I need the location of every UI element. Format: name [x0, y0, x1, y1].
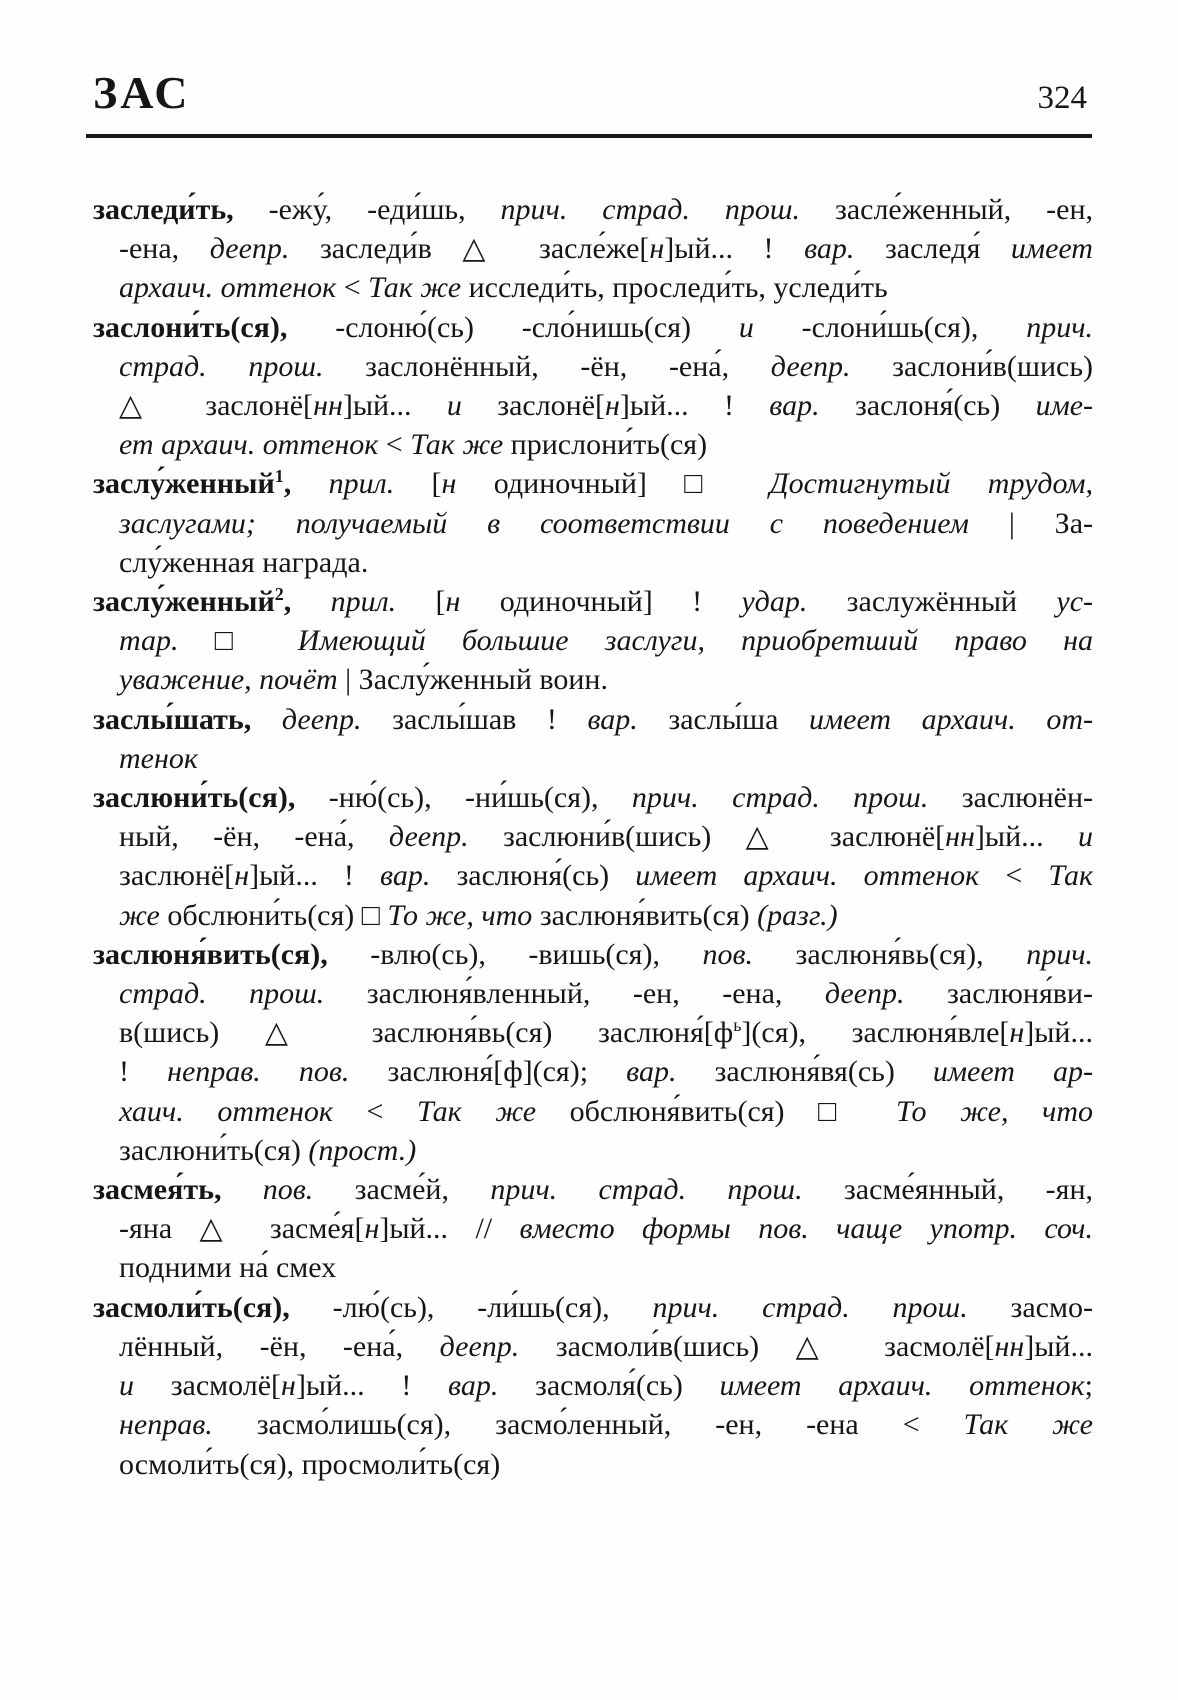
text-run: засле́женный, -ен,	[834, 193, 1093, 226]
grammar-label: н	[649, 232, 665, 266]
grammar-label: заслугами; получаемый в соответствии с поведением	[119, 506, 1009, 540]
grammar-label: прич.	[1026, 937, 1093, 971]
grammar-label: То же, что	[387, 898, 540, 932]
text-run: заслюня́вленный, -ен, -ена,	[366, 977, 825, 1011]
grammar-label: деепр.	[281, 702, 393, 736]
entry-line	[93, 1405, 1093, 1444]
headword-text: заслони́ть(ся),	[93, 310, 336, 344]
grammar-label: деепр.	[388, 820, 503, 854]
text-run: ]ый...	[1024, 1329, 1093, 1363]
text-run: заслюни́ть(ся)	[119, 1133, 309, 1167]
grammar-label: нн	[313, 389, 343, 423]
text-run: прислони́ть(ся)	[510, 428, 708, 462]
grammar-label: имеет архаич. оттенок	[719, 1369, 1085, 1403]
text-run: ]ый...	[1024, 1016, 1093, 1050]
text-run: засмоля́(сь)	[535, 1369, 720, 1403]
entry-line	[93, 268, 1093, 307]
entry-line	[93, 1445, 1093, 1484]
grammar-label: (прост.)	[308, 1133, 417, 1167]
text-run: заслюня́вить(ся)	[539, 898, 758, 932]
grammar-label: Так же	[410, 428, 511, 462]
text-run: ]ый... //	[379, 1212, 520, 1246]
text-run: -слони́шь(ся),	[801, 310, 1027, 344]
text-run: !	[119, 1055, 168, 1089]
grammar-label: Так же	[368, 271, 469, 305]
grammar-label: и	[119, 1369, 171, 1403]
grammar-label: вар.	[587, 702, 669, 736]
text-run: заследя́	[884, 232, 1011, 266]
entry-line	[93, 660, 1093, 699]
grammar-label: н	[281, 1369, 296, 1403]
entry-line	[93, 817, 1093, 856]
grammar-label: прил.	[328, 467, 432, 501]
grammar-label: имеет ар-	[932, 1055, 1094, 1089]
text-run: ]ый... !	[664, 232, 805, 266]
entry-line	[93, 1052, 1093, 1091]
text-run: заслонённый, -ён, -ена́,	[365, 349, 771, 383]
entry-line	[93, 190, 1093, 229]
text-run: -слоню́(сь) -сло́нишь(ся)	[335, 310, 739, 344]
grammar-label: вар.	[769, 389, 855, 423]
grammar-label: архаич. оттенок	[119, 271, 344, 305]
text-run: -лю́(сь), -ли́шь(ся),	[332, 1290, 653, 1324]
grammar-label: н	[1009, 1016, 1025, 1050]
grammar-label: неправ.	[119, 1408, 257, 1442]
headword-text: ,	[283, 585, 331, 619]
text-run: заслонё[	[497, 389, 606, 423]
text-run: -ежу́, -еди́шь,	[268, 193, 501, 226]
headword-text: заследи́ть,	[93, 193, 269, 226]
entry-line	[93, 1366, 1093, 1405]
text-run: заслюня́ви-	[947, 977, 1093, 1011]
text-run: △ заслонё[	[119, 389, 314, 423]
text-run: [	[435, 585, 446, 619]
text-run: засмо-	[1010, 1290, 1093, 1324]
text-run: заслюнё[	[119, 859, 235, 893]
grammar-label: деепр.	[824, 977, 948, 1011]
text-run: -ена,	[119, 232, 210, 266]
grammar-label: и	[446, 389, 498, 423]
superscript-index: 1	[274, 466, 284, 487]
text-run: <	[366, 1094, 417, 1128]
superscript-letter: ь	[733, 1015, 742, 1036]
grammar-label: Имеющий большие заслуги, приобретший право на	[297, 624, 1093, 658]
grammar-label: удар.	[741, 585, 847, 619]
text-run: | За-	[1008, 506, 1094, 540]
grammar-label: деепр.	[770, 349, 893, 383]
text-run: ]ый... !	[619, 389, 770, 423]
entry-line	[93, 1170, 1093, 1209]
entry-line	[93, 308, 1093, 347]
grammar-label: прич. страд. прош.	[490, 1173, 844, 1207]
headword-text: засмея́ть,	[93, 1173, 263, 1207]
text-run: засмо́лишь(ся), засмо́ленный, -ен, -ена <	[256, 1408, 964, 1442]
text-run: засме́янный, -ян,	[843, 1173, 1093, 1207]
text-run: заслюнён-	[961, 781, 1093, 815]
entry-line	[93, 504, 1093, 543]
grammar-label: деепр.	[209, 232, 320, 266]
text-run: лённый, -ён, -ена́,	[119, 1329, 440, 1363]
text-run: осмоли́ть(ся), просмоли́ть(ся)	[119, 1447, 501, 1481]
grammar-label: ет архаич. оттенок	[119, 428, 386, 462]
text-run: -ню́(сь), -ни́шь(ся),	[328, 781, 632, 815]
text-run: ный, -ён, -ена́,	[119, 820, 389, 854]
grammar-label: имеет архаич. оттенок	[635, 859, 1006, 893]
grammar-label: ус-	[1056, 585, 1094, 619]
text-run: заслюня́вь(ся),	[795, 937, 1027, 971]
dictionary-entry	[93, 464, 1093, 582]
grammar-label: вар.	[448, 1369, 536, 1403]
entry-line	[93, 1327, 1093, 1366]
entry-line	[93, 1013, 1093, 1052]
text-run: <	[385, 428, 411, 462]
text-run: ;	[1084, 1369, 1093, 1403]
grammar-label: имеет	[1010, 232, 1093, 266]
dictionary-entry	[93, 1288, 1093, 1484]
page-header	[93, 67, 1093, 126]
grammar-label: нн	[945, 820, 975, 854]
entry-line	[93, 621, 1093, 660]
text-run: обслюня́вить(ся) □	[569, 1094, 896, 1128]
dictionary-entry	[93, 700, 1093, 778]
grammar-label: Так же	[416, 1094, 570, 1128]
grammar-label: деепр.	[439, 1329, 556, 1363]
dictionary-entry	[93, 190, 1093, 308]
grammar-label: тенок	[119, 741, 198, 775]
text-run: заслы́ша	[668, 702, 809, 736]
text-run: заслюня́(сь)	[456, 859, 636, 893]
text-run: заслы́шав !	[392, 702, 588, 736]
text-run: слу́женная награда.	[119, 545, 369, 579]
text-run: засмоли́в(шись) △ засмолё[	[555, 1329, 995, 1363]
superscript-index: 2	[274, 584, 284, 605]
grammar-label: хаич. оттенок	[119, 1094, 367, 1128]
grammar-label: пов.	[262, 1173, 355, 1207]
grammar-label: н	[445, 585, 461, 619]
grammar-label: име-	[1035, 389, 1094, 423]
headword-text: заслу́женный	[93, 585, 275, 619]
text-run: одиночный] !	[460, 585, 742, 619]
grammar-label: н	[234, 859, 250, 893]
grammar-label: страд. прош.	[119, 349, 366, 383]
entry-line	[93, 386, 1093, 425]
headword-text: заслу́женный	[93, 467, 275, 501]
text-run: ]ый...	[342, 389, 447, 423]
text-run: -влю(сь), -вишь(ся),	[370, 937, 703, 971]
grammar-label: пов.	[702, 937, 796, 971]
dictionary-entry	[93, 308, 1093, 465]
headword-text: заслы́шать,	[93, 702, 282, 736]
entry-line	[93, 700, 1093, 739]
dictionary-entry	[93, 778, 1093, 935]
grammar-label: нн	[994, 1329, 1025, 1363]
grammar-label: имеет архаич. от-	[808, 702, 1093, 736]
text-run: заслюни́в(шись) △ заслюнё[	[502, 820, 946, 854]
entry-line	[93, 856, 1093, 895]
grammar-label: тар.	[119, 624, 215, 658]
text-run: | Заслу́женный воин.	[345, 663, 608, 697]
text-run: заслюня́[ф](ся);	[387, 1055, 627, 1089]
text-run: засмолё[	[170, 1369, 282, 1403]
headword-text: засмоли́ть(ся),	[93, 1290, 333, 1324]
text-run: подними на́ смех	[119, 1251, 337, 1285]
entry-line	[93, 896, 1093, 935]
headword-text: заслюня́вить(ся),	[93, 937, 371, 971]
text-run: <	[1005, 859, 1049, 893]
grammar-label: прич. страд. прош.	[631, 781, 962, 815]
grammar-label: прич. страд. прош.	[652, 1290, 1011, 1324]
grammar-label: вар.	[626, 1055, 715, 1089]
entry-line	[93, 425, 1093, 464]
grammar-label: прил.	[330, 585, 436, 619]
grammar-label: прич.	[1026, 310, 1094, 344]
text-run: одиночный] □	[456, 467, 770, 501]
grammar-label: Достигнутый трудом,	[769, 467, 1093, 501]
grammar-label: н	[364, 1212, 380, 1246]
grammar-label: н	[605, 389, 620, 423]
text-run: □	[214, 624, 298, 658]
grammar-label: Так	[1048, 859, 1093, 893]
header-rule	[86, 134, 1092, 138]
text-run: заслужённый	[846, 585, 1057, 619]
text-run: ]ый... !	[249, 859, 381, 893]
entry-line	[93, 974, 1093, 1013]
text-run: ]ый...	[974, 820, 1078, 854]
headword-text: заслюни́ть(ся),	[93, 781, 329, 815]
grammar-label: страд. прош.	[119, 977, 367, 1011]
entry-line	[93, 582, 1093, 621]
text-run: заследи́в △ засле́же[	[319, 232, 650, 266]
text-run: заслоня́(сь)	[854, 389, 1036, 423]
grammar-label: Так же	[963, 1408, 1093, 1442]
entries-list	[93, 190, 1093, 1484]
entry-line	[93, 1092, 1093, 1131]
text-run: ]ый... !	[295, 1369, 448, 1403]
grammar-label: (разг.)	[757, 898, 838, 932]
text-run: заслюня́вя(сь)	[714, 1055, 933, 1089]
text-run: исследи́ть, проследи́ть, уследи́ть	[468, 271, 888, 305]
entry-line	[93, 1209, 1093, 1248]
dictionary-entry	[93, 935, 1093, 1170]
grammar-label: и	[1078, 820, 1093, 854]
grammar-label: и	[738, 310, 802, 344]
grammar-label: вар.	[380, 859, 457, 893]
entry-line	[93, 464, 1093, 503]
text-run: <	[343, 271, 369, 305]
entry-line	[93, 1131, 1093, 1170]
entry-line	[93, 347, 1093, 386]
text-run: в(шись) △ заслюня́вь(ся) заслюня́[ф	[119, 1016, 734, 1050]
entry-line	[93, 543, 1093, 582]
text-run: заслони́в(шись)	[892, 349, 1093, 383]
grammar-label: прич. страд. прош.	[500, 193, 835, 226]
text-run: засме́й,	[354, 1173, 491, 1207]
entry-line	[93, 739, 1093, 778]
text-run: обслюни́ть(ся) □	[167, 898, 388, 932]
page-number: 324	[1037, 80, 1087, 116]
dictionary-entry	[93, 1170, 1093, 1288]
text-run: [	[431, 467, 442, 501]
text-run: -яна △ засме́я[	[119, 1212, 365, 1246]
grammar-label: же	[119, 898, 168, 932]
entry-line	[93, 778, 1093, 817]
entry-line	[93, 229, 1093, 268]
entry-line	[93, 1248, 1093, 1287]
grammar-label: н	[441, 467, 457, 501]
dictionary-entry	[93, 582, 1093, 700]
grammar-label: уважение, почёт	[119, 663, 346, 697]
grammar-label: То же, что	[895, 1094, 1094, 1128]
grammar-label: неправ. пов.	[167, 1055, 388, 1089]
running-head: ЗАС	[93, 67, 191, 118]
text-run: ](ся), заслюня́вле[	[741, 1016, 1010, 1050]
entry-line	[93, 935, 1093, 974]
grammar-label: вар.	[804, 232, 885, 266]
headword-text: ,	[283, 467, 329, 501]
entry-line	[93, 1288, 1093, 1327]
grammar-label: вместо формы пов. чаще употр. соч.	[519, 1212, 1093, 1246]
